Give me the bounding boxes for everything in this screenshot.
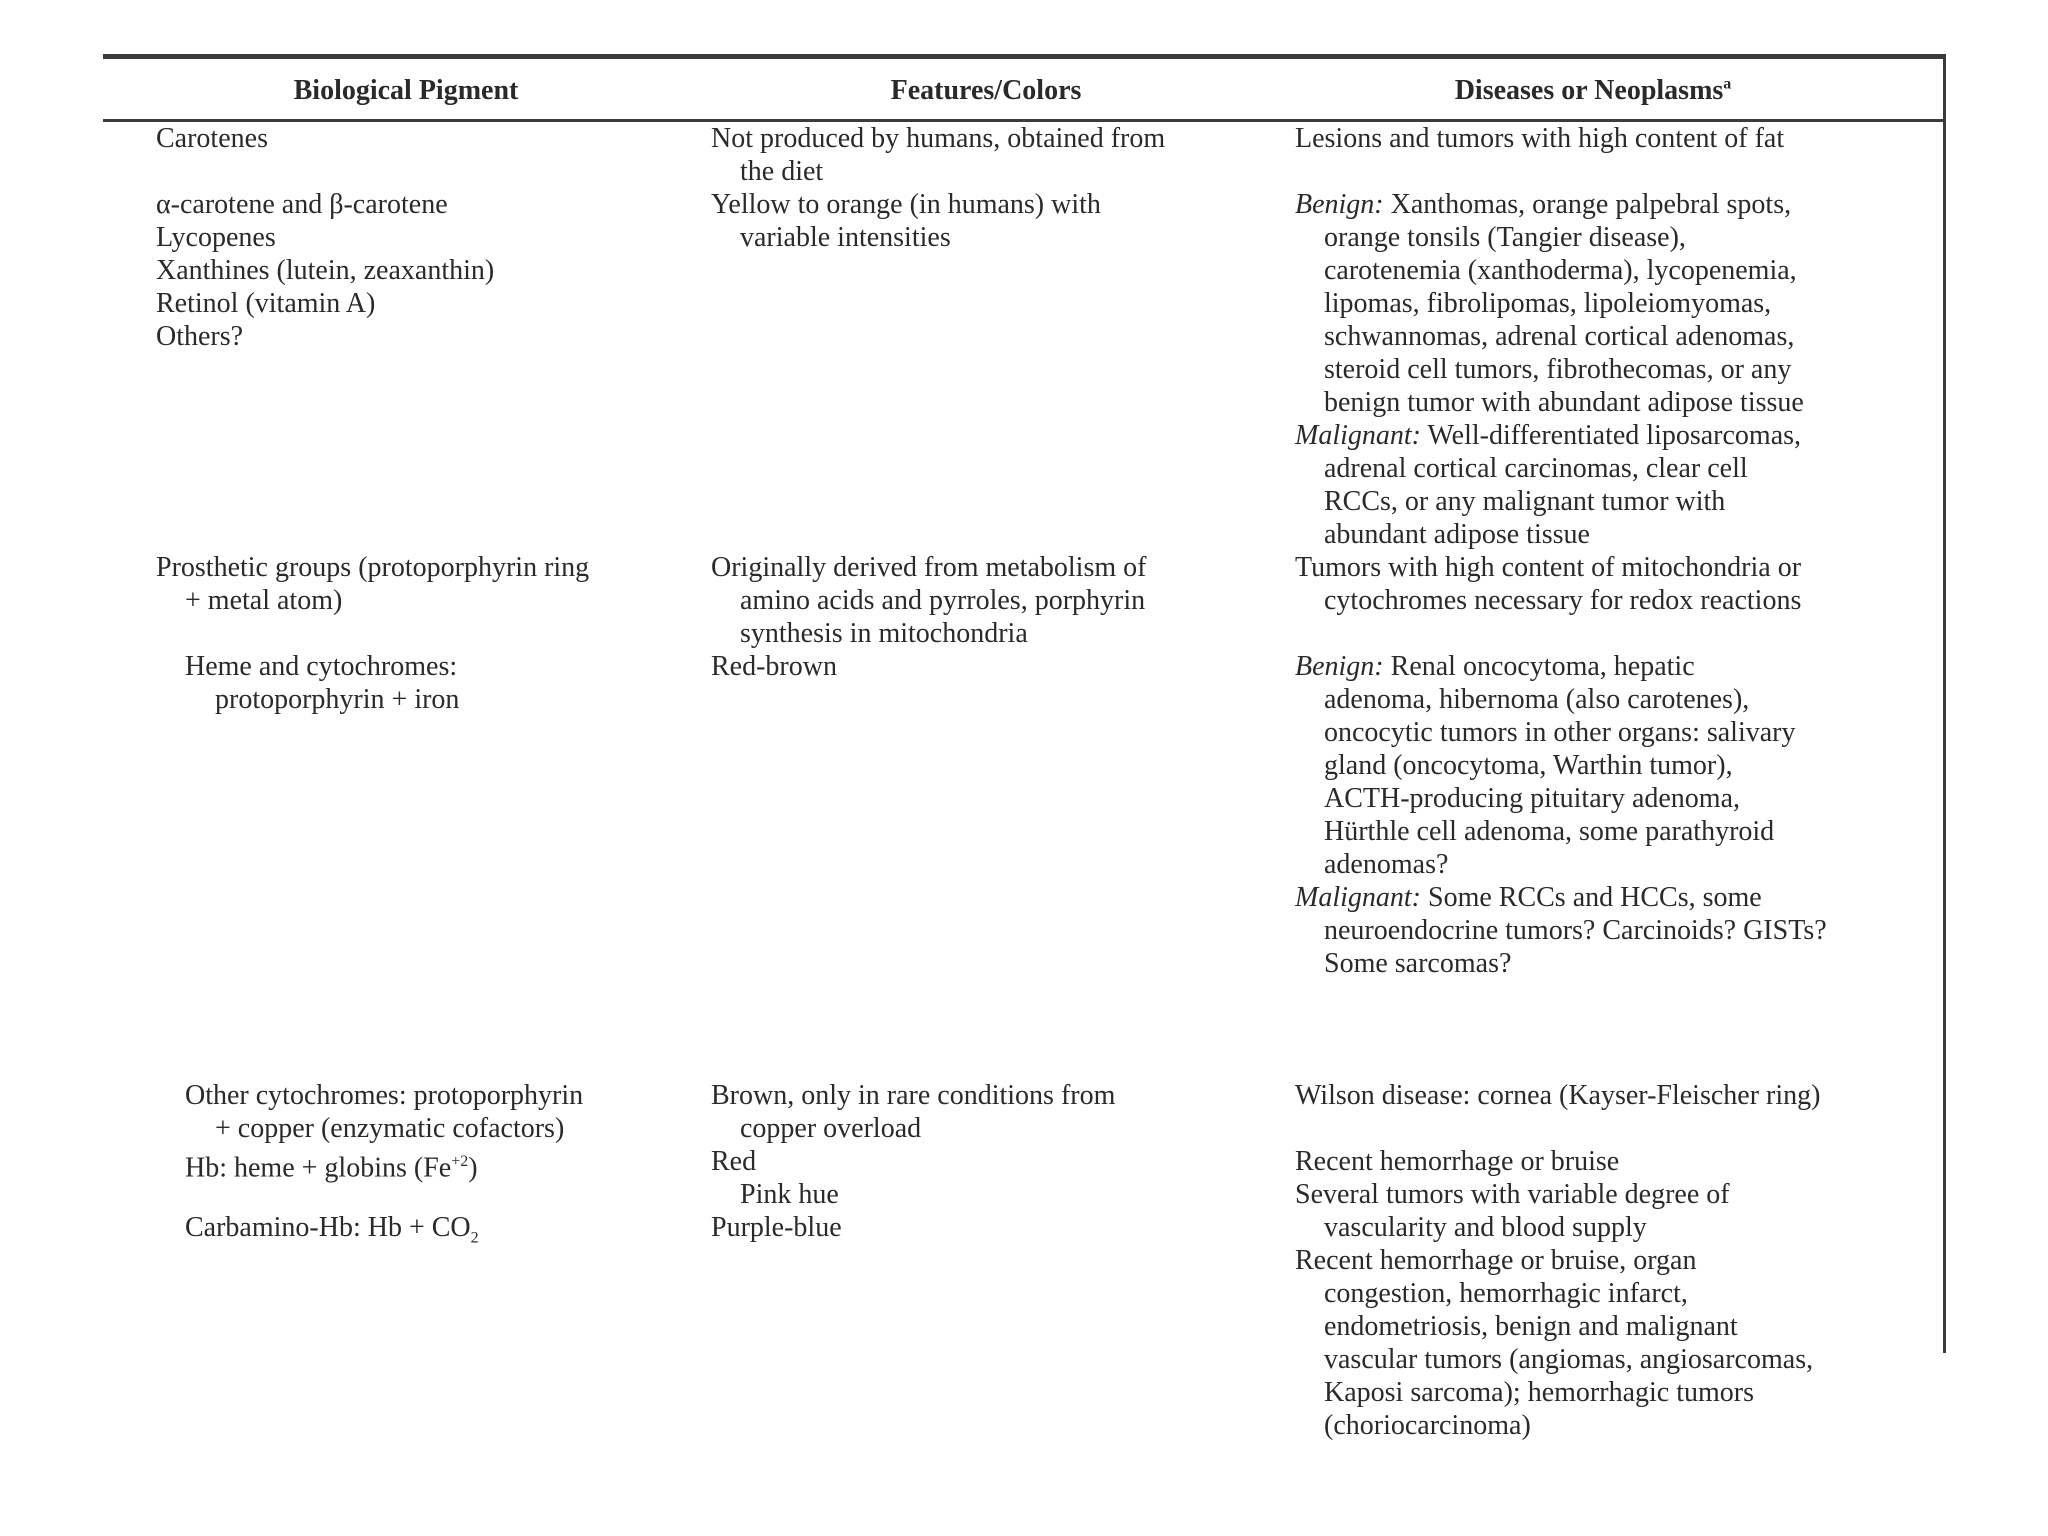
cell-text: Xanthines (lutein, zeaxanthin) [156, 255, 495, 286]
row-other-cytochromes-pigment [156, 1079, 716, 1145]
cell-text: Retinol (vitamin A) [156, 288, 376, 319]
cell-text: the diet [740, 156, 824, 187]
cell-text: amino acids and pyrroles, porphyrin [740, 585, 1146, 616]
row-heme-diseases [1295, 650, 1915, 980]
cell-text: cytochromes necessary for redox reactions [1324, 585, 1802, 616]
row-carotenes-pigment [156, 122, 716, 155]
cell-text: α-carotene and β-carotene [156, 189, 448, 220]
malignant-label: Malignant: [1295, 420, 1421, 451]
cell-text [1295, 650, 1915, 683]
cell-text: adenomas? [1324, 849, 1449, 880]
column-header-features: Features/Colors [890, 75, 1082, 106]
cell-text: oncocytic tumors in other organs: salivary [1324, 717, 1796, 748]
cell-text: Not produced by humans, obtained from [711, 123, 1166, 154]
cell-text: neuroendocrine tumors? Carcinoids? GISTs? [1324, 915, 1827, 946]
cell-text: protoporphyrin + iron [215, 684, 460, 715]
row-carbamino-diseases [1295, 1211, 1915, 1442]
cell-text: steroid cell tumors, fibrothecomas, or any [1324, 354, 1792, 385]
cell-text: copper overload [740, 1113, 922, 1144]
row-carotene-types-features [711, 188, 1271, 254]
cell-text: Carotenes [156, 123, 268, 154]
malignant-text: Some RCCs and HCCs, some [1421, 882, 1762, 913]
cell-text: Recent hemorrhage or bruise, organ [1295, 1245, 1697, 1276]
malignant-label: Malignant: [1295, 882, 1421, 913]
column-header-pigment: Biological Pigment [293, 75, 519, 106]
cell-text: schwannomas, adrenal cortical adenomas, [1324, 321, 1795, 352]
cell-text: variable intensities [740, 222, 951, 253]
column-header-diseases-text: Diseases or Neoplasms [1454, 75, 1724, 106]
row-hb-features [711, 1145, 1271, 1211]
cell-text: endometriosis, benign and malignant [1324, 1311, 1738, 1342]
carbamino-subscript: 2 [470, 1229, 479, 1247]
benign-label: Benign: [1295, 189, 1384, 220]
table-header-row [103, 59, 1943, 122]
row-carotene-types-diseases [1295, 188, 1915, 551]
cell-text: Some sarcomas? [1324, 948, 1512, 979]
cell-text [1295, 188, 1915, 221]
cell-text: Hürthle cell adenoma, some parathyroid [1324, 816, 1775, 847]
row-heme-pigment [156, 650, 716, 716]
row-carotenes-diseases [1295, 122, 1915, 155]
row-carotene-types-pigment [156, 188, 716, 353]
cell-text: Yellow to orange (in humans) with [711, 189, 1101, 220]
cell-text: vascularity and blood supply [1324, 1212, 1647, 1243]
cell-text: Purple-blue [711, 1212, 842, 1243]
cell-text: RCCs, or any malignant tumor with [1324, 486, 1726, 517]
cell-text: Recent hemorrhage or bruise [1295, 1146, 1620, 1177]
cell-text: Others? [156, 321, 244, 352]
cell-text [156, 1145, 716, 1184]
carbamino-text: Carbamino-Hb: Hb + CO [185, 1212, 471, 1243]
cell-text: Red-brown [711, 651, 837, 682]
cell-text: Red [711, 1146, 757, 1177]
hb-superscript: +2 [451, 1153, 469, 1170]
cell-text: carotenemia (xanthoderma), lycopenemia, [1324, 255, 1797, 286]
cell-text: + copper (enzymatic cofactors) [215, 1113, 565, 1144]
hb-text: Hb: heme + globins (Fe [185, 1152, 452, 1184]
footnote-marker: a [1723, 75, 1732, 93]
row-heme-features [711, 650, 1271, 683]
benign-label: Benign: [1295, 651, 1384, 682]
cell-text: abundant adipose tissue [1324, 519, 1590, 550]
row-other-cytochromes-diseases [1295, 1079, 1915, 1112]
cell-text: ACTH-producing pituitary adenoma, [1324, 783, 1741, 814]
row-hb-pigment [156, 1145, 716, 1184]
cell-text: Several tumors with variable degree of [1295, 1179, 1730, 1210]
cell-text: Pink hue [740, 1179, 839, 1210]
row-prosthetic-features [711, 551, 1271, 650]
cell-text: lipomas, fibrolipomas, lipoleiomyomas, [1324, 288, 1772, 319]
cell-text: synthesis in mitochondria [740, 618, 1028, 649]
cell-text: Other cytochromes: protoporphyrin [185, 1080, 584, 1111]
cell-text: Kaposi sarcoma); hemorrhagic tumors [1324, 1377, 1754, 1408]
cell-text: gland (oncocytoma, Warthin tumor), [1324, 750, 1733, 781]
benign-text: Xanthomas, orange palpebral spots, [1383, 189, 1792, 220]
benign-text: Renal oncocytoma, hepatic [1383, 651, 1695, 682]
row-carbamino-pigment [156, 1211, 716, 1247]
row-prosthetic-pigment [156, 551, 716, 617]
cell-text [156, 1211, 716, 1247]
cell-text: Tumors with high content of mitochondria or [1295, 552, 1802, 583]
cell-text: orange tonsils (Tangier disease), [1324, 222, 1686, 253]
cell-text: congestion, hemorrhagic infarct, [1324, 1278, 1688, 1309]
pigment-table [103, 54, 1946, 1441]
cell-text: Originally derived from metabolism of [711, 552, 1147, 583]
cell-text: + metal atom) [185, 585, 343, 616]
cell-text: Lesions and tumors with high content of fat [1295, 123, 1785, 154]
cell-text [1295, 881, 1915, 914]
cell-text: (choriocarcinoma) [1324, 1410, 1531, 1441]
row-carotenes-features [711, 122, 1271, 188]
row-other-cytochromes-features [711, 1079, 1271, 1145]
cell-text: vascular tumors (angiomas, angiosarcomas, [1324, 1344, 1814, 1375]
cell-text: Brown, only in rare conditions from [711, 1080, 1116, 1111]
cell-text: adenoma, hibernoma (also carotenes), [1324, 684, 1750, 715]
cell-text: benign tumor with abundant adipose tissue [1324, 387, 1804, 418]
cell-text: Heme and cytochromes: [185, 651, 458, 682]
table-body [103, 122, 1943, 1441]
cell-text: adrenal cortical carcinomas, clear cell [1324, 453, 1748, 484]
row-prosthetic-diseases [1295, 551, 1915, 617]
cell-text: Wilson disease: cornea (Kayser-Fleischer ring) [1295, 1080, 1821, 1111]
cell-text [1295, 419, 1915, 452]
column-header-diseases [1263, 75, 1923, 107]
cell-text: Prosthetic groups (protoporphyrin ring [156, 552, 590, 583]
malignant-text: Well-differentiated liposarcomas, [1421, 420, 1802, 451]
cell-text: Lycopenes [156, 222, 276, 253]
hb-close: ) [468, 1152, 478, 1184]
row-carbamino-features [711, 1211, 1271, 1244]
